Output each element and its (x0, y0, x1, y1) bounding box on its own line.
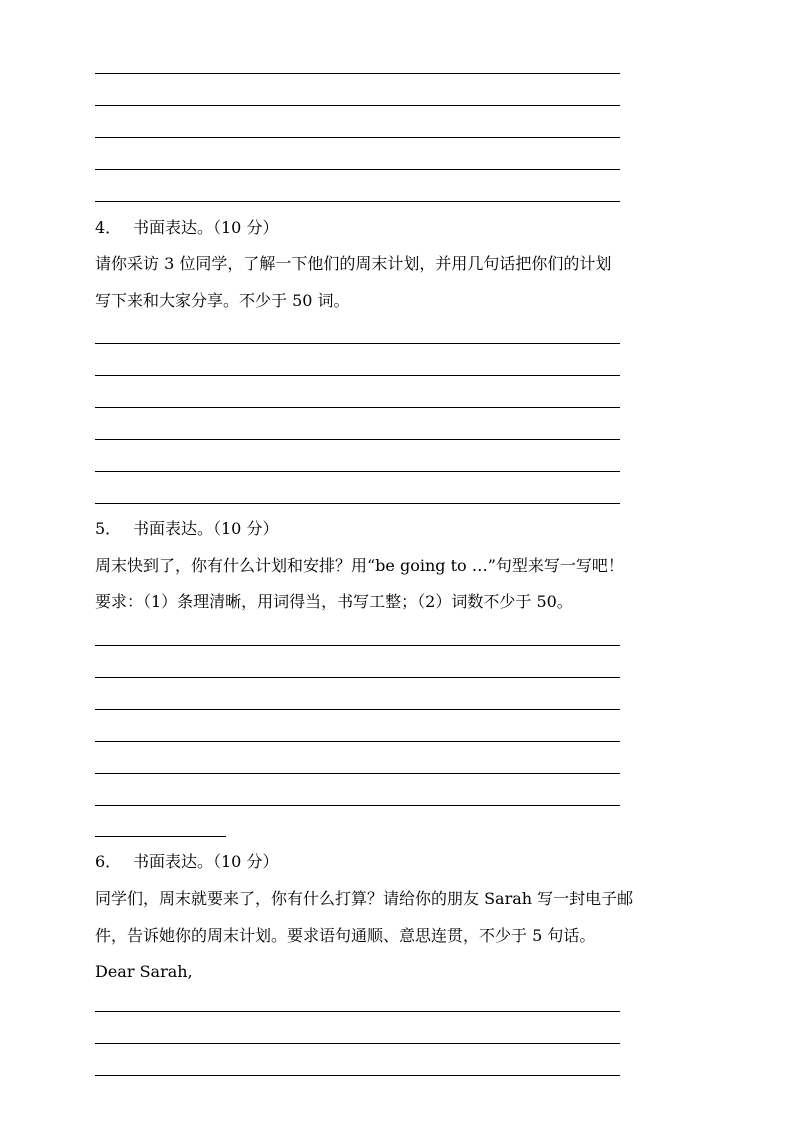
question-4-heading (95, 218, 278, 238)
writing-line (95, 1043, 620, 1044)
question-6-prompt-line-1: 同学们，周末就要来了，你有什么打算？请给你的朋友 Sarah 写一封电子邮 (95, 889, 634, 908)
writing-line (95, 471, 620, 472)
question-number: 6． (95, 852, 122, 871)
question-4-prompt-line-1: 请你采访 3 位同学，了解一下他们的周末计划，并用几句话把你们的计划 (95, 254, 612, 273)
writing-line (95, 1075, 620, 1076)
writing-line (95, 407, 620, 408)
writing-line (95, 439, 620, 440)
writing-line (95, 503, 620, 504)
writing-line-short (95, 836, 226, 837)
question-title: 书面表达。（10 分） (133, 519, 279, 538)
writing-line (95, 645, 620, 646)
question-title: 书面表达。（10 分） (133, 218, 279, 237)
writing-line (95, 773, 620, 774)
question-number: 5． (95, 519, 122, 538)
writing-line (95, 73, 620, 74)
writing-line (95, 343, 620, 344)
question-6-heading (95, 852, 278, 872)
question-5-prompt-line-1: 周末快到了，你有什么计划和安排？用“be going to …”句型来写一写吧！ (95, 556, 624, 575)
writing-line (95, 741, 620, 742)
writing-line (95, 105, 620, 106)
writing-line (95, 169, 620, 170)
writing-line (95, 709, 620, 710)
writing-line (95, 805, 620, 806)
writing-line (95, 137, 620, 138)
question-5-heading (95, 519, 278, 539)
writing-line (95, 677, 620, 678)
question-number: 4． (95, 218, 122, 237)
letter-greeting: Dear Sarah, (95, 962, 193, 981)
writing-line (95, 375, 620, 376)
writing-line (95, 1011, 620, 1012)
question-5-prompt-line-2: 要求：（1）条理清晰，用词得当，书写工整；（2）词数不少于 50。 (95, 592, 573, 611)
question-4-prompt-line-2: 写下来和大家分享。不少于 50 词。 (95, 291, 350, 310)
question-6-prompt-line-2: 件，告诉她你的周末计划。要求语句通顺、意思连贯，不少于 5 句话。 (95, 926, 596, 945)
writing-line (95, 201, 620, 202)
question-title: 书面表达。（10 分） (133, 852, 279, 871)
